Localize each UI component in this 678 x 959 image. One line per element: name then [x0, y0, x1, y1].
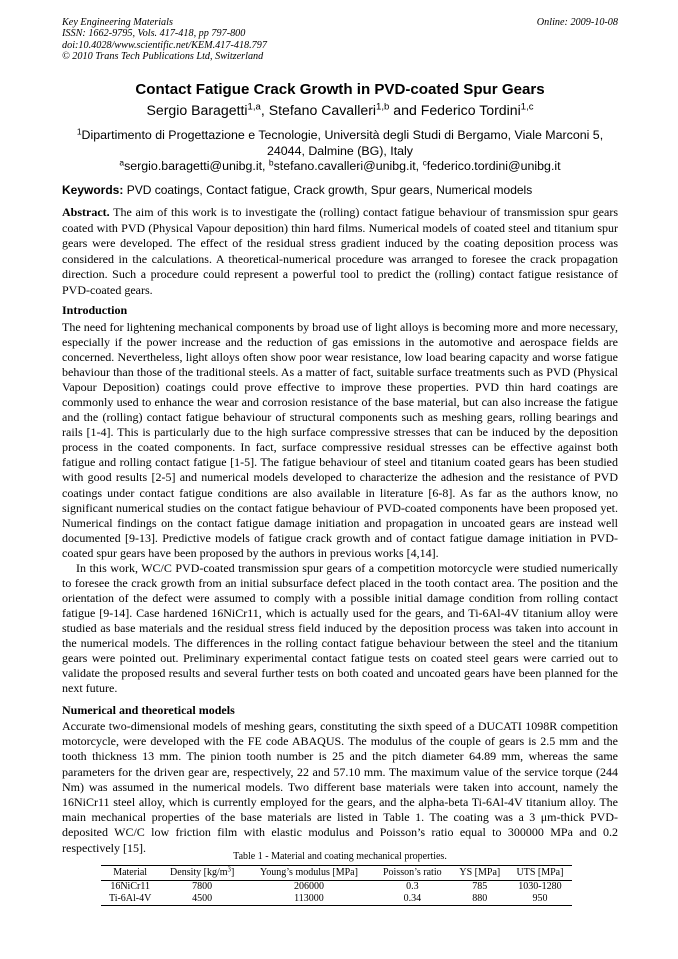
- email-link[interactable]: stefano.cavalleri@unibg.it,: [273, 159, 423, 173]
- table-cell: 880: [452, 893, 508, 906]
- issn-line: ISSN: 1662-9795, Vols. 417-418, pp 797-800: [62, 28, 246, 40]
- numerical-paragraph: Accurate two-dimensional models of meshing gears, constituting the sixth speed of a DUCATI 1098R competition motorcycle, were developed with the FE code ABAQUS. The modulus of the couple of gears is 2.5 mm and the tooth thickness 13 mm. The pinion tooth number is 25 and the pitch diameter 64.89 mm, whereas the same parameters for the driven gear are, respectively, 22 and 57.10 mm. The maximum value of the service torque (244 Nm) was assumed in the numerical models. Two different base materials were taken into account, namely the 16NiCr11 steel alloy, which is currently employed for the gears, and the alpha-beta Ti-6Al-4V titanium alloy. The main mechanical properties of the base materials are listed in Table 1. The coating was a 3 μm-thick PVD-deposited WC/C low friction film with elastic modulus and Poisson’s ratio equal to 300000 MPa and 0.2 respectively [15].: [62, 719, 618, 855]
- table-header-row: [101, 866, 572, 881]
- col-ys: YS [MPa]: [452, 866, 508, 881]
- author-separator: ,: [260, 102, 269, 118]
- table-cell: 4500: [159, 893, 245, 906]
- intro-paragraph: The need for lightening mechanical components by broad use of light alloys is becoming more and more necessary, especially if the power increase and the reduction of gas emissions in the automotive and aerospace fields are concerned. Nevertheless, light alloys often show poor wear resistance, low load bearing capacity and worse fatigue behaviour than those of the traditional steels. As a matter of fact, suitable surface treatments such as PVD (Physical Vapour Deposition) coatings could prove effective to improve these properties. PVD thin hard coatings are commonly used to enhance the wear and corrosion resistance of the base material, but can also increase the fatigue and the (rolling) contact fatigue behaviour of structural components such as meshing gears, rolling bearings and rails [1-4]. This is particularly due to the high surface compressive stresses that can be induced by the deposition process in the coated components. In fact, surface compressive residual stresses can be effective against both fatigue and rolling contact fatigue [1-5]. The fatigue behaviour of steel and titanium coated gears has been studied with good results [2-5] and numerical models developed to characterize the adhesion and the resistance of PVD coatings under contact fatigue conditions are also available in literature [6-8]. As far as the authors know, no significant numerical studies on the contact fatigue behaviour of PVD-coated components have been proposed yet. Numerical findings on the contact fatigue damage initiation and propagation in uncoated gears are instead well documented [9-13]. Predictive models of fatigue crack growth and of contact fatigue damage initiation in PVD-coated spur gears have been proposed by the authors in previous works [4,14].: [62, 320, 618, 560]
- affiliation-line: [62, 128, 618, 144]
- keywords-text: PVD coatings, Contact fatigue, Crack growth, Spur gears, Numerical models: [123, 183, 533, 197]
- table-cell: Ti-6Al-4V: [101, 893, 159, 906]
- doi-line: doi:10.4028/www.scientific.net/KEM.417-418.797: [62, 39, 267, 51]
- author-list: [62, 102, 618, 118]
- author-affiliation-mark: 1,a: [247, 101, 261, 113]
- online-date: Online: 2009-10-08: [536, 17, 618, 28]
- col-uts: UTS [MPa]: [508, 866, 572, 881]
- material-properties-table: [101, 865, 572, 906]
- table-cell: 7800: [192, 881, 213, 892]
- table-cell: 113000: [245, 893, 373, 906]
- table-cell: 950: [508, 893, 572, 906]
- keywords-label: Keywords:: [62, 183, 124, 197]
- introduction-heading: Introduction: [62, 303, 128, 317]
- col-density-text: Density [kg/m: [170, 867, 228, 878]
- email-link[interactable]: federico.tordini@unibg.it: [426, 159, 561, 173]
- email-mark: b: [268, 157, 274, 168]
- affiliation-address: 24044, Dalmine (BG), Italy: [267, 143, 413, 158]
- email-line: [62, 159, 618, 175]
- copyright-line: © 2010 Trans Tech Publications Ltd, Switzerland: [62, 50, 264, 62]
- journal-name: Key Engineering Materials: [62, 17, 173, 28]
- table-row: [101, 881, 572, 894]
- table-caption: Table 1 - Material and coating mechanical properties.: [233, 851, 447, 862]
- affiliation-block: [62, 128, 618, 175]
- table-cell: 16NiCr11: [110, 881, 150, 892]
- table-row: [101, 893, 572, 906]
- affiliation-number: 1: [76, 126, 82, 137]
- col-material: Material: [101, 866, 159, 881]
- email-mark: a: [119, 157, 125, 168]
- col-young: Young’s modulus [MPa]: [245, 866, 373, 881]
- email-link[interactable]: sergio.baragetti@unibg.it,: [124, 159, 269, 173]
- introduction-section: [62, 320, 618, 696]
- author-name: Stefano Cavalleri: [268, 102, 377, 118]
- col-density: [159, 866, 245, 881]
- abstract-label: Abstract.: [62, 205, 110, 219]
- author-name: Sergio Baragetti: [146, 102, 248, 118]
- table-cell: 206000: [294, 881, 324, 892]
- col-density-sup: 3: [227, 866, 231, 874]
- abstract-text: The aim of this work is to investigate the (rolling) contact fatigue behaviour of transmission spur gears coated with PVD (Physical Vapour deposition) thin hard films. Numerical models of coated steel and titanium spur gears were developed. The effect of the residual stress gradient induced by the coating deposition process was considered in the calculations. A theoretical-numerical procedure was arranged to foresee the crack propagation direction. Such a procedure could represent a powerful tool to predict the (rolling) contact fatigue resistance of PVD-coated gears.: [62, 205, 618, 297]
- table-cell: 1030-1280: [518, 881, 562, 892]
- author-affiliation-mark: 1,b: [376, 101, 390, 113]
- numerical-heading: Numerical and theoretical models: [62, 703, 235, 717]
- email-mark: c: [422, 157, 427, 168]
- numerical-section: [62, 719, 618, 856]
- author-name: Federico Tordini: [420, 102, 521, 118]
- table-cell: 0.3: [406, 881, 419, 892]
- affiliation-text: Dipartimento di Progettazione e Tecnologie, Università degli Studi di Bergamo, Viale Marconi 5,: [81, 128, 604, 142]
- intro-paragraph: In this work, WC/C PVD-coated transmission spur gears of a competition motorcycle were studied numerically to foresee the crack growth from an initial subsurface defect placed in the tooth contact area. The position and the orientation of the defect were assumed to comply with a possible initial damage condition from rolling contact fatigue [9-14]. Case hardened 16NiCr11, which is actually used for the gears, and Ti-6Al-4V titanium alloy were studied as base materials and the residual stress field induced by the deposition process was taken into account in the numerical models. The differences in the rolling contact fatigue behaviour between the steel and the titanium gears were pointed out. Preliminary experimental contact fatigue tests on coated steel gears were carried out to validate the proposed results and several further tests on both coated and uncoated gears have been planned for the next future.: [62, 560, 618, 696]
- author-affiliation-mark: 1,c: [520, 101, 534, 113]
- table-cell: 785: [472, 881, 488, 892]
- col-poisson: Poisson’s ratio: [373, 866, 452, 881]
- abstract-paragraph: [62, 205, 618, 299]
- col-density-end: ]: [230, 867, 235, 878]
- keywords-line: [62, 183, 618, 197]
- journal-header: [62, 17, 618, 62]
- author-separator: and: [389, 102, 421, 118]
- table-cell: 0.34: [373, 893, 452, 906]
- paper-title: Contact Fatigue Crack Growth in PVD-coated Spur Gears: [135, 81, 545, 98]
